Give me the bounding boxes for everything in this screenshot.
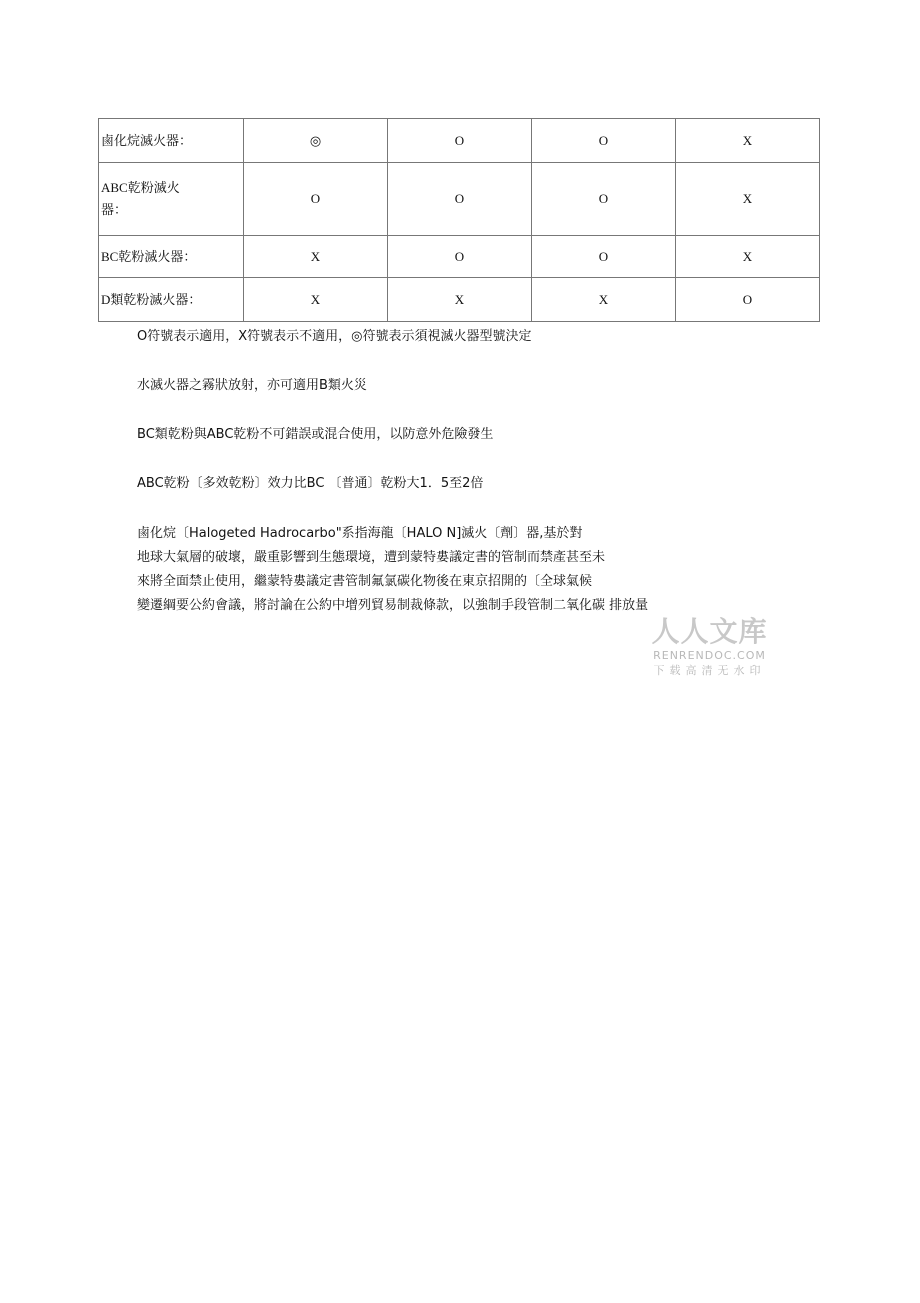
table-cell: X bbox=[388, 278, 532, 322]
table-cell: O bbox=[388, 163, 532, 236]
watermark-site: RENRENDOC.COM bbox=[653, 649, 766, 662]
row-label bbox=[99, 163, 244, 236]
table-cell: O bbox=[532, 119, 676, 163]
paragraph-line: 來將全面禁止使用，繼蒙特婁議定書管制氟氯碳化物後在東京招開的〔全球氣候 bbox=[137, 574, 593, 589]
bc-abc-note: BC類乾粉與ABC乾粉不可錯誤或混合使用，以防意外危險發生 bbox=[137, 427, 494, 442]
row-label: 鹵化烷滅火器： bbox=[99, 119, 244, 163]
legend-note: O符號表示適用，X符號表示不適用，◎符號表示須視滅火器型號決定 bbox=[137, 329, 532, 344]
table-cell: X bbox=[676, 119, 820, 163]
table-cell: O bbox=[388, 236, 532, 278]
table-cell: X bbox=[532, 278, 676, 322]
abc-power-note: ABC乾粉〔多效乾粉〕效力比BC 〔普通〕乾粉大1．5至2倍 bbox=[137, 476, 484, 491]
table-row bbox=[99, 119, 820, 163]
notes-section bbox=[137, 326, 797, 618]
watermark-subtitle: 下载高清无水印 bbox=[653, 664, 766, 677]
paragraph-line: 變遷綱要公約會議，將討論在公約中增列貿易制裁條款，以強制手段管制二氧化碳 排放量 bbox=[137, 598, 649, 613]
table-cell: O bbox=[532, 163, 676, 236]
table-cell: O bbox=[244, 163, 388, 236]
table-cell: X bbox=[676, 163, 820, 236]
row-label: D類乾粉滅火器： bbox=[99, 278, 244, 322]
halon-paragraph bbox=[137, 522, 797, 618]
table-cell: X bbox=[244, 236, 388, 278]
table-cell: O bbox=[676, 278, 820, 322]
table-cell: O bbox=[388, 119, 532, 163]
extinguisher-suitability-table bbox=[98, 118, 820, 322]
paragraph-line: 鹵化烷〔Halogeted Hadrocarbo"系指海龍〔HALO N]滅火〔劑〕器,基於對 bbox=[137, 526, 583, 541]
row-label: BC乾粉滅火器： bbox=[99, 236, 244, 278]
table-cell: X bbox=[244, 278, 388, 322]
row-label-text: ABC乾粉滅火器： bbox=[101, 180, 180, 217]
table-row bbox=[99, 163, 820, 236]
water-note: 水滅火器之霧狀放射，亦可適用B類火災 bbox=[137, 378, 367, 393]
table-row bbox=[99, 278, 820, 322]
watermark bbox=[642, 615, 777, 679]
paragraph-line: 地球大氣層的破壞，嚴重影響到生態環境，遭到蒙特婁議定書的管制而禁產甚至未 bbox=[137, 550, 606, 565]
table-cell: O bbox=[532, 236, 676, 278]
watermark-title: 人人文库 bbox=[651, 615, 768, 648]
table-row bbox=[99, 236, 820, 278]
table-cell: ◎ bbox=[244, 119, 388, 163]
table-cell: X bbox=[676, 236, 820, 278]
